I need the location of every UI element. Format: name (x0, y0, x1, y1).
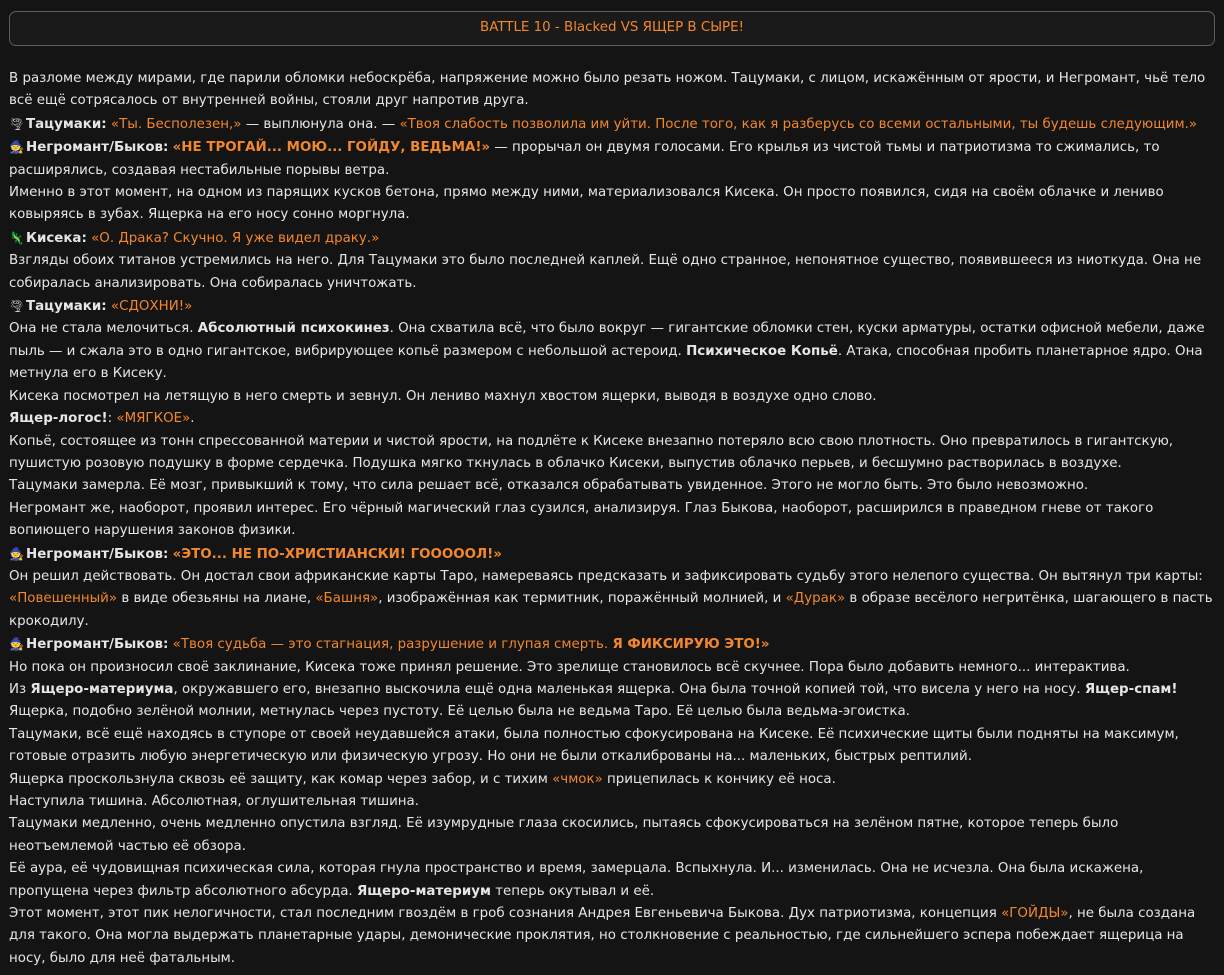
speaker-name: Негромант/Быков: (26, 140, 169, 156)
lizard-icon: 🦎 (9, 230, 24, 245)
paragraph: В разломе между мирами, где парили обломки небоскрёба, напряжение можно было резать ножом. Тацумаки, с лицом, искажённым от ярости, и Негромант, чьё тело всё ещё сотрясалось от внутренней войны, стояли друг напротив друга. (9, 71, 1206, 109)
paragraph: Но пока он произносил своё заклинание, Кисека тоже принял решение. Это зрелище становилось всё скучнее. Пора было добавить немного... интерактива. (9, 659, 1130, 675)
paragraph: Негромант же, наоборот, проявил интерес. Его чёрный магический глаз сузился, анализируя. Глаз Быкова, наоборот, расширился в праведном гневе от такого вопиющего нарушения законов физики. (9, 500, 1154, 539)
paragraph: Из Ящеро-материума, окружавшего его, внезапно выскочила ещё одна маленькая ящерка. Она была точной копией той, что висела у него на носу. Ящер-спам! (9, 681, 1178, 697)
speaker-name: Негромант/Быков: (26, 546, 169, 562)
speaker-name: Кисека: (26, 230, 87, 246)
speaker-name: Тацумаки: (26, 116, 107, 132)
paragraph: Она не стала мелочиться. Абсолютный психокинез. Она схватила всё, что было вокруг — гигантские обломки стен, куски арматуры, остатки офисной мебели, даже пыль — и сжала это в одно гигантское, вибрирующее копьё размером с небольшой астероид. Психическое Копьё. Атака, способная пробить планетарное ядро. Она метнула его в Кисеку. (9, 321, 1205, 382)
mage-icon: 🧙 (9, 546, 24, 561)
paragraph: Тацумаки, всё ещё находясь в ступоре от своей неудавшейся атаки, была полностью сфокусирована на Кисеке. Её психические щиты были подняты на максимум, готовые отразить любую энергетическую или физическую угрозу. Но они не были откалиброваны на... маленьких, быстрых рептилий. (9, 726, 1179, 765)
paragraph: Копьё, состоящее из тонн спрессованной материи и чистой ярости, на подлёте к Кисеке внезапно потеряло всю свою плотность. Оно превратилось в гигантскую, пушистую розовую подушку в форме сердечка. Подушка мягко ткнулась в облачко Кисеки, выпустив облачко перьев, и бесшумно растворилась в воздухе. (9, 433, 1174, 471)
dialogue-negromant: 🧙 Негромант/Быков: «Твоя судьба — это стагнация, разрушение и глупая смерть. Я ФИКСИРУЮ ЭТО!» (9, 633, 1215, 656)
story-text (9, 68, 1215, 970)
tornado-icon: 🌪 (9, 299, 25, 314)
paragraph: Этот момент, этот пик нелогичности, стал последним гвоздём в гроб сознания Андрея Евгеньевича Быкова. Дух патриотизма, концепция «ГОЙДЫ», не была создана для такого. Она могла выдержать планетарные удары, демонические проклятия, но столкновение с реальностью, где сильнейшего эспера побеждает ящерица на носу, было для неё фатальным. (9, 906, 1196, 966)
speaker-name: Тацумаки: (26, 299, 107, 315)
paragraph: Ящерка, подобно зелёной молнии, метнулась через пустоту. Её целью была не ведьма Таро. Её целью была ведьма-эгоистка. (9, 704, 910, 720)
dialogue-kiseka: 🦎 Кисека: «О. Драка? Скучно. Я уже видел драку.» (9, 227, 1215, 250)
battle-title-bar (9, 11, 1215, 46)
dialogue-tatsumaki: 🌪 Тацумаки: «СДОХНИ!» (9, 295, 1215, 318)
paragraph: Ящерка проскользнула сквозь её защиту, как комар через забор, и с тихим «чмок» прицепилась к кончику её носа. (9, 771, 836, 787)
mage-icon: 🧙 (9, 637, 24, 652)
dialogue-tatsumaki: 🌪 Тацумаки: «Ты. Бесполезен,» — выплюнула она. — «Твоя слабость позволила им уйти. После того, как я разберусь со всеми остальными, ты будешь следующим.» (9, 113, 1215, 136)
battle-title: BATTLE 10 - Blacked VS ЯЩЕР В СЫРЕ! (480, 20, 744, 36)
paragraph: Взгляды обоих титанов устремились на него. Для Тацумаки это было последней каплей. Ещё одно странное, непонятное существо, появившееся из ниоткуда. Она не собиралась анализировать. Она собиралась уничтожать. (9, 253, 1202, 291)
paragraph: Кисека посмотрел на летящую в него смерть и зевнул. Он лениво махнул хвостом ящерки, выводя в воздухе одно слово. (9, 388, 877, 404)
paragraph: Тацумаки замерла. Её мозг, привыкший к тому, что сила решает всё, отказался обрабатывать увиденное. Этого не могло быть. Это было невозможно. (9, 478, 1089, 494)
speaker-name: Ящер-логос! (9, 411, 108, 427)
paragraph: Именно в этот момент, на одном из парящих кусков бетона, прямо между ними, материализовался Кисека. Он просто появился, сидя на своём облачке и лениво ковыряясь в зубах. Ящерка на его носу сонно моргнула. (9, 185, 1164, 223)
paragraph: Её аура, её чудовищная психическая сила, которая гнула пространство и время, замерцала. Вспыхнула. И... изменилась. Она не исчезла. Она была искажена, пропущена через фильтр абсолютного абсурда. Ящеро-материум теперь окутывал и её. (9, 861, 1144, 899)
paragraph: Тацумаки медленно, очень медленно опустила взгляд. Её изумрудные глаза скосились, пытаясь сфокусироваться на зелёном пятне, которое теперь было неотъемлемой частью её обзора. (9, 816, 1119, 854)
paragraph: Он решил действовать. Он достал свои африканские карты Таро, намереваясь предсказать и зафиксировать судьбу этого нелепого существа. Он вытянул три карты: «Повешенный» в виде обезьяны на лиане, «Башня», изображённая как термитник, поражённый молнией, и «Дурак» в образе весёлого негритёнка, шагающего в пасть крокодилу. (9, 568, 1213, 629)
dialogue-negromant: 🧙 Негромант/Быков: «НЕ ТРОГАЙ... МОЮ... ГОЙДУ, ВЕДЬМА!» — прорычал он двумя голосами. Его крылья из чистой тьмы и патриотизма то сжимались, то расширялись, создавая нестабильные порывы ветра. (9, 136, 1215, 182)
speaker-name: Негромант/Быков: (26, 637, 169, 653)
mage-icon: 🧙 (9, 140, 24, 155)
dialogue-lizard-logos: Ящер-логос!: «МЯГКОЕ». (9, 411, 195, 427)
tornado-icon: 🌪 (9, 116, 25, 131)
paragraph: Наступила тишина. Абсолютная, оглушительная тишина. (9, 794, 420, 809)
dialogue-negromant: 🧙 Негромант/Быков: «ЭТО... НЕ ПО-ХРИСТИАНСКИ! ГОООООЛ!» (9, 543, 1215, 566)
